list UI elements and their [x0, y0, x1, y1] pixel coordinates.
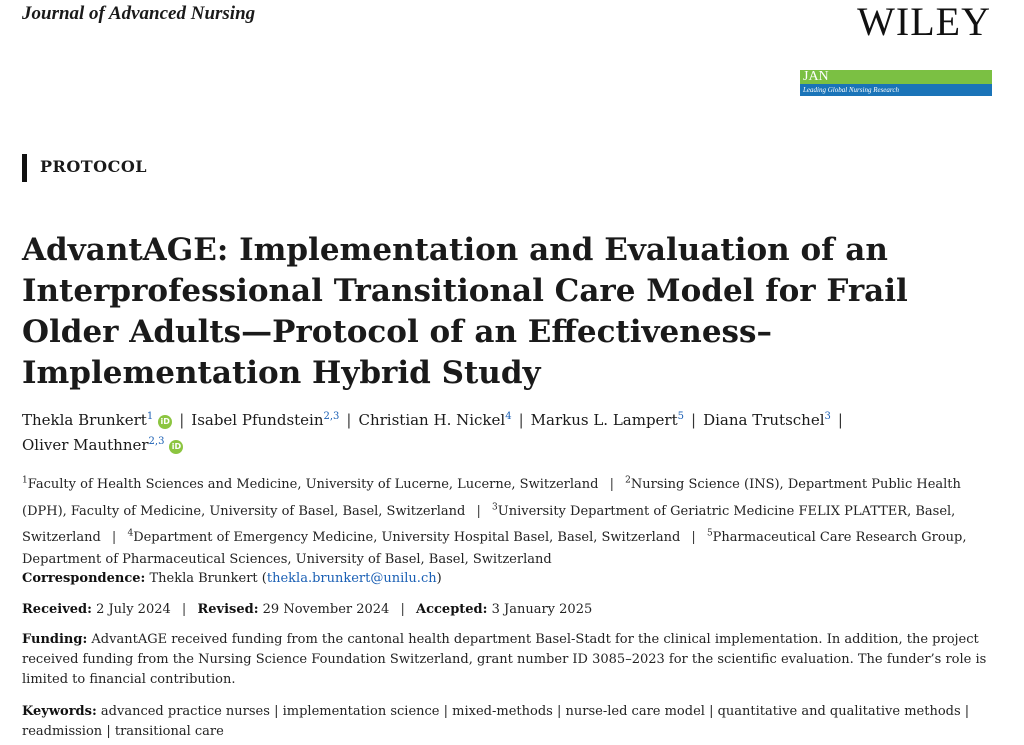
affiliation-text: Department of Emergency Medicine, University Hospital Basel, Basel, Switzerland	[133, 529, 681, 545]
keyword[interactable]: quantitative and qualitative methods	[717, 704, 961, 719]
keywords-label: Keywords:	[22, 704, 97, 719]
accepted-date: 3 January 2025	[491, 602, 593, 617]
author-affiliation-ref[interactable]: 2,3	[148, 436, 165, 447]
affiliation-text: Faculty of Health Sciences and Medicine, University of Lucerne, Lucerne, Switzerland	[27, 477, 599, 493]
author-name: Markus L. Lampert	[530, 411, 678, 429]
affiliation-number: 4	[127, 528, 134, 539]
orcid-icon[interactable]: iD	[158, 415, 172, 429]
publisher-logo: WILEY	[857, 0, 991, 44]
keyword[interactable]: implementation science	[282, 704, 440, 719]
separator: |	[691, 411, 697, 429]
author-list	[22, 406, 982, 456]
author-affiliation-ref[interactable]: 3	[824, 411, 831, 422]
author-affiliation-ref[interactable]: 1	[146, 411, 154, 422]
correspondence-email-link[interactable]: thekla.brunkert@unilu.ch	[266, 571, 437, 586]
orcid-icon[interactable]: iD	[169, 440, 183, 454]
separator: |	[400, 602, 405, 617]
separator: |	[346, 411, 352, 429]
affiliation-text: Pharmaceutical Care Research Group, Department of Pharmaceutical Sciences, University of Basel, Basel, Switzerland	[22, 529, 967, 567]
received-label: Received:	[22, 602, 92, 617]
separator: |	[556, 704, 562, 719]
journal-name: Journal of Advanced Nursing	[22, 3, 256, 24]
article-title: AdvantAGE: Implementation and Evaluation of an Interprofessional Transitional Care Model for Frail Older Adults—Protocol of an Effectiveness–Implementation Hybrid Study	[22, 232, 908, 391]
affiliations	[22, 470, 997, 571]
affiliation-number: 2	[625, 476, 631, 486]
author[interactable]	[358, 411, 511, 429]
jan-logo-text: JAN	[803, 70, 829, 84]
keyword[interactable]: nurse-led care model	[565, 704, 705, 719]
author-affiliation-ref[interactable]: 2,3	[323, 411, 340, 422]
separator: |	[443, 704, 449, 719]
received-date: 2 July 2024	[96, 602, 171, 617]
affiliation	[22, 477, 598, 492]
separator: |	[691, 529, 696, 545]
affiliation-number: 5	[706, 528, 713, 539]
separator: |	[518, 411, 524, 429]
accepted-label: Accepted:	[416, 602, 488, 617]
article-type-marker	[22, 154, 27, 182]
separator: |	[964, 704, 970, 719]
jan-logo-tagline: Leading Global Nursing Research	[803, 86, 899, 94]
separator: |	[111, 529, 117, 545]
author-name: Diana Trutschel	[703, 411, 825, 429]
author-name: Isabel Pfundstein	[191, 411, 324, 429]
correspondence: Correspondence: Thekla Brunkert (thekla.brunkert@unilu.ch)	[22, 571, 442, 586]
keyword[interactable]: advanced practice nurses	[100, 704, 270, 719]
article-type: PROTOCOL	[40, 157, 148, 176]
author-affiliation-ref[interactable]: 5	[677, 411, 685, 422]
author-name: Oliver Mauthner	[22, 436, 149, 454]
correspondence-label: Correspondence:	[22, 571, 146, 586]
author[interactable]	[22, 436, 183, 454]
revised-date: 29 November 2024	[262, 602, 390, 617]
affiliation-text: Nursing Science (INS), Department Public Health (DPH), Faculty of Medicine, University of Basel, Basel, Switzerland	[22, 477, 961, 519]
jan-logo	[800, 70, 992, 96]
separator: |	[179, 411, 185, 429]
keyword[interactable]: transitional care	[114, 724, 224, 739]
author[interactable]	[191, 411, 339, 429]
author-name: Christian H. Nickel	[358, 411, 506, 429]
funding-text: AdvantAGE received funding from the cantonal health department Basel-Stadt for the clinical implementation. In addition, the project received funding from the Nursing Science Foundation Switzerland, grant number ID 3085–2023 for the scientific evaluation. The funder’s role is limited to financial contribution.	[22, 632, 987, 687]
separator: |	[609, 477, 614, 493]
funding-label: Funding:	[22, 632, 88, 647]
author[interactable]	[22, 411, 172, 429]
separator: |	[181, 602, 187, 617]
separator: |	[274, 704, 279, 719]
affiliation-number: 1	[22, 476, 28, 486]
revised-label: Revised:	[197, 602, 259, 617]
keywords	[22, 702, 997, 742]
keyword[interactable]: mixed-methods	[452, 704, 553, 719]
affiliation	[127, 530, 680, 545]
separator: |	[106, 724, 111, 739]
article-dates	[22, 600, 997, 620]
author-affiliation-ref[interactable]: 4	[505, 411, 512, 422]
separator: |	[709, 704, 714, 719]
keyword[interactable]: readmission	[22, 724, 103, 739]
separator: |	[837, 411, 843, 429]
affiliation-number: 3	[492, 502, 498, 513]
author-name: Thekla Brunkert	[22, 411, 147, 429]
affiliation-text: University Department of Geriatric Medicine FELIX PLATTER, Basel, Switzerland	[22, 503, 956, 545]
correspondence-name: Thekla Brunkert	[149, 571, 258, 586]
author[interactable]	[703, 411, 831, 429]
author[interactable]	[531, 411, 684, 429]
funding-statement	[22, 630, 997, 690]
separator: |	[476, 503, 481, 519]
